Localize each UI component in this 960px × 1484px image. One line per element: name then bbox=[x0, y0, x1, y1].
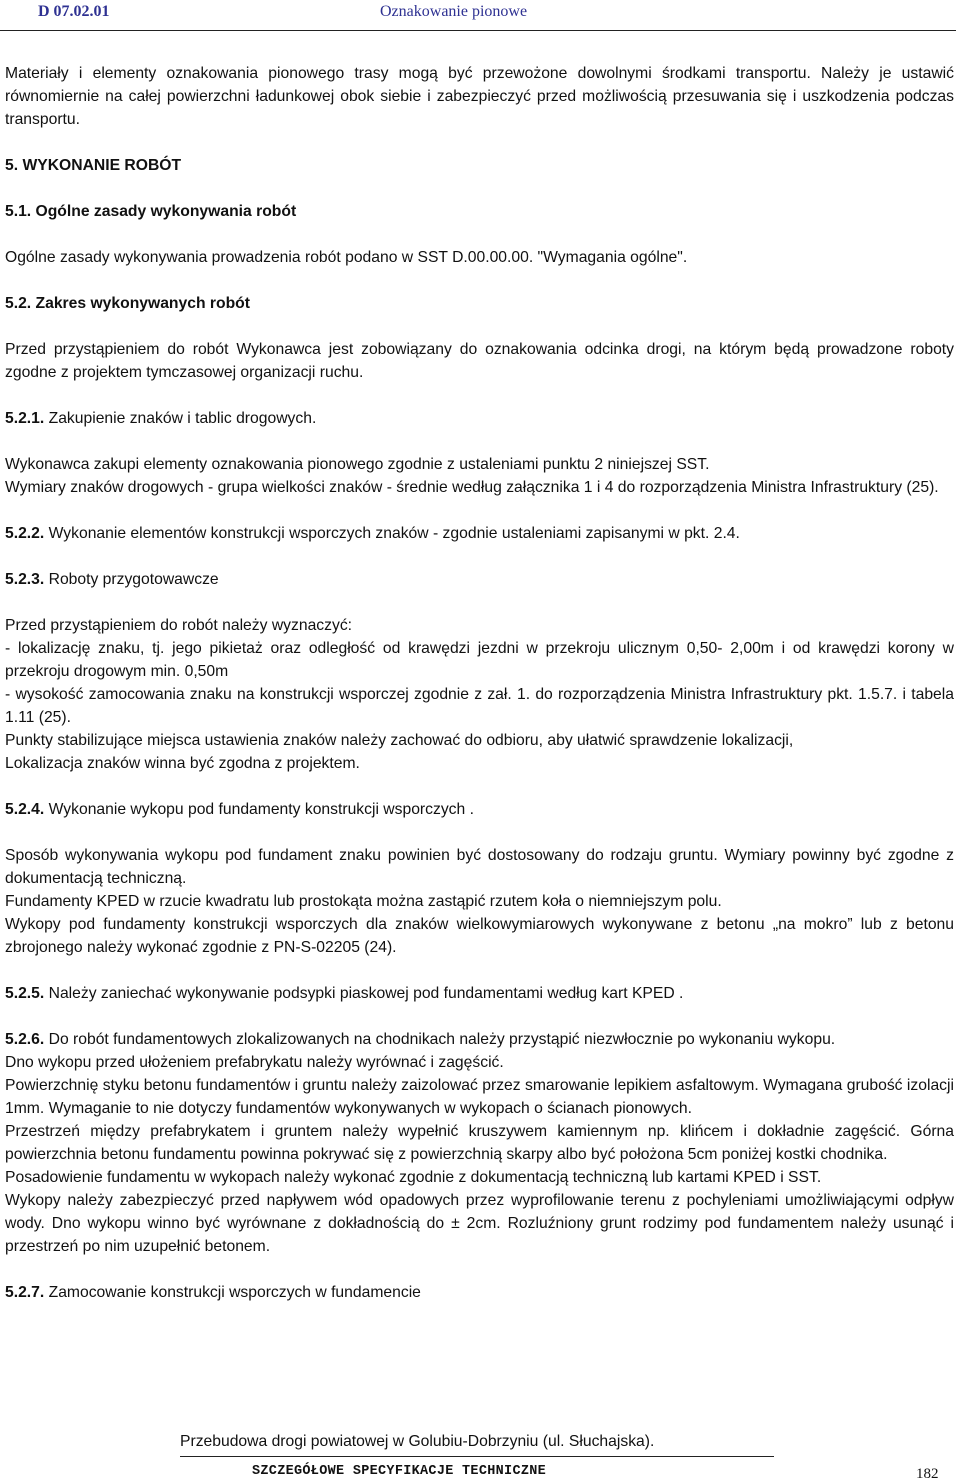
paragraph-5-2-6-c: Przestrzeń między prefabrykatem i gruntem należy wypełnić kruszywem kamiennym np. klińcem i dokładnie zagęścić. Górna powierzchnia betonu fundamentu powinna pokrywać się z powierzchnią skarpy albo być położona 5cm poniżej kostki chodnika. bbox=[5, 1123, 954, 1163]
spec-code: D 07.02.01 bbox=[38, 3, 110, 20]
paragraph-5-1: Ogólne zasady wykonywania prowadzenia robót podano w SST D.00.00.00. "Wymagania ogólne". bbox=[5, 249, 688, 266]
subsection-5-2-1: 5.2.1. Zakupienie znaków i tablic drogowych. bbox=[5, 410, 317, 427]
paragraph-5-2-3-a: Przed przystąpieniem do robót należy wyznaczyć: bbox=[5, 617, 353, 634]
paragraph-5-2-3-d: Punkty stabilizujące miejsca ustawienia znaków należy zachować do odbioru, aby ułatwić sprawdzenie lokalizacji, bbox=[5, 732, 794, 749]
paragraph-5-2-3-b: - lokalizację znaku, tj. jego pikietaż oraz odległość od krawędzi jezdni w przekroju ulicznym 0,50- 2,00m i od krawędzi korony w przekroju drogowym min. 0,50m bbox=[5, 640, 954, 680]
page-header bbox=[0, 0, 960, 30]
paragraph-5-2-6-b: Powierzchnię styku betonu fundamentów i gruntu należy zaizolować przez smarowanie lepikiem asfaltowym. Wymagana grubość izolacji 1mm. Wymaganie to nie dotyczy fundamentów wykonywanych w wykopach o ścianach pionowych. bbox=[5, 1077, 954, 1117]
paragraph-5-2-1-b: Wymiary znaków drogowych - grupa wielkości znaków - średnie według załącznika 1 i 4 do rozporządzenia Ministra Infrastruktury (25). bbox=[5, 479, 939, 496]
paragraph-5-2-4-b: Fundamenty KPED w rzucie kwadratu lub prostokąta można zastąpić rzutem koła o niemniejszym polu. bbox=[5, 893, 722, 910]
subsection-5-2-4: 5.2.4. Wykonanie wykopu pod fundamenty konstrukcji wsporczych . bbox=[5, 801, 474, 818]
paragraph-5-2-4-c: Wykopy pod fundamenty konstrukcji wsporczych dla znaków wielkowymiarowych wykonywane z betonu „na mokro” lub z betonu zbrojonego należy wykonać zgodnie z PN-S-02205 (24). bbox=[5, 916, 954, 956]
subsection-5-2-2: 5.2.2. Wykonanie elementów konstrukcji wsporczych znaków - zgodnie ustaleniami zapisanymi w pkt. 2.4. bbox=[5, 525, 740, 542]
paragraph-5-2-3-c: - wysokość zamocowania znaku na konstrukcji wsporczej zgodnie z zał. 1. do rozporządzenia Ministra Infrastruktury pkt. 1.5.7. i tabela 1.11 (25). bbox=[5, 686, 954, 726]
paragraph-5-2-4-a: Sposób wykonywania wykopu pod fundament znaku powinien być dostosowany do rodzaju gruntu. Wymiary powinny być zgodne z dokumentacją techniczną. bbox=[5, 847, 954, 887]
paragraph-5-2-6-d: Posadowienie fundamentu w wykopach należy wykonać zgodnie z dokumentacją techniczną lub kartami KPED i SST. bbox=[5, 1169, 822, 1186]
page-number: 182 bbox=[916, 1466, 939, 1482]
subsection-5-2-6: 5.2.6. Do robót fundamentowych zlokalizowanych na chodnikach należy przystąpić niezwłocznie po wykonaniu wykopu. bbox=[5, 1031, 836, 1048]
subsection-5-2-5: 5.2.5. Należy zaniechać wykonywanie podsypki piaskowej pod fundamentami według kart KPED . bbox=[5, 985, 684, 1002]
document-body bbox=[5, 62, 954, 1304]
section-heading-5-2: 5.2. Zakres wykonywanych robót bbox=[5, 295, 250, 312]
subsection-5-2-3: 5.2.3. Roboty przygotowawcze bbox=[5, 571, 219, 588]
paragraph-5-2-3-e: Lokalizacja znaków winna być zgodna z projektem. bbox=[5, 755, 360, 772]
paragraph-5-2: Przed przystąpieniem do robót Wykonawca jest zobowiązany do oznakowania odcinka drogi, na którym będą prowadzone roboty zgodne z projektem tymczasowej organizacji ruchu. bbox=[5, 341, 954, 381]
subsection-5-2-7: 5.2.7. Zamocowanie konstrukcji wsporczych w fundamencie bbox=[5, 1284, 421, 1301]
section-heading-5: 5. WYKONANIE ROBÓT bbox=[5, 157, 182, 174]
paragraph-5-2-6-e: Wykopy należy zabezpieczyć przed napływem wód opadowych przez wyprofilowanie terenu z pochyleniami umożliwiającymi odpływ wody. Dno wykopu winno być wyrównane z dokładnością do ± 2cm. Rozluźniony grunt rodzimy pod fundamentem należy usunąć i przestrzeń po nim uzupełnić betonem. bbox=[5, 1192, 954, 1255]
paragraph-transport: Materiały i elementy oznakowania pionowego trasy mogą być przewożone dowolnymi środkami transportu. Należy je ustawić równomiernie na całej powierzchni ładunkowej obok siebie i zabezpieczyć przed możliwością przesuwania się i uszkodzenia podczas transportu. bbox=[5, 65, 954, 128]
footer-project-name: Przebudowa drogi powiatowej w Golubiu-Dobrzyniu (ul. Słuchajska). bbox=[180, 1433, 655, 1450]
paragraph-5-2-1-a: Wykonawca zakupi elementy oznakowania pionowego zgodnie z ustaleniami punktu 2 niniejszej SST. bbox=[5, 456, 710, 473]
footer-divider bbox=[180, 1456, 774, 1457]
header-divider bbox=[0, 30, 956, 31]
section-heading-5-1: 5.1. Ogólne zasady wykonywania robót bbox=[5, 203, 297, 220]
spec-title: Oznakowanie pionowe bbox=[380, 3, 528, 20]
footer-spec-title: SZCZEGÓŁOWE SPECYFIKACJE TECHNICZNE bbox=[252, 1464, 547, 1479]
paragraph-5-2-6-a: Dno wykopu przed ułożeniem prefabrykatu należy wyrównać i zagęścić. bbox=[5, 1054, 504, 1071]
